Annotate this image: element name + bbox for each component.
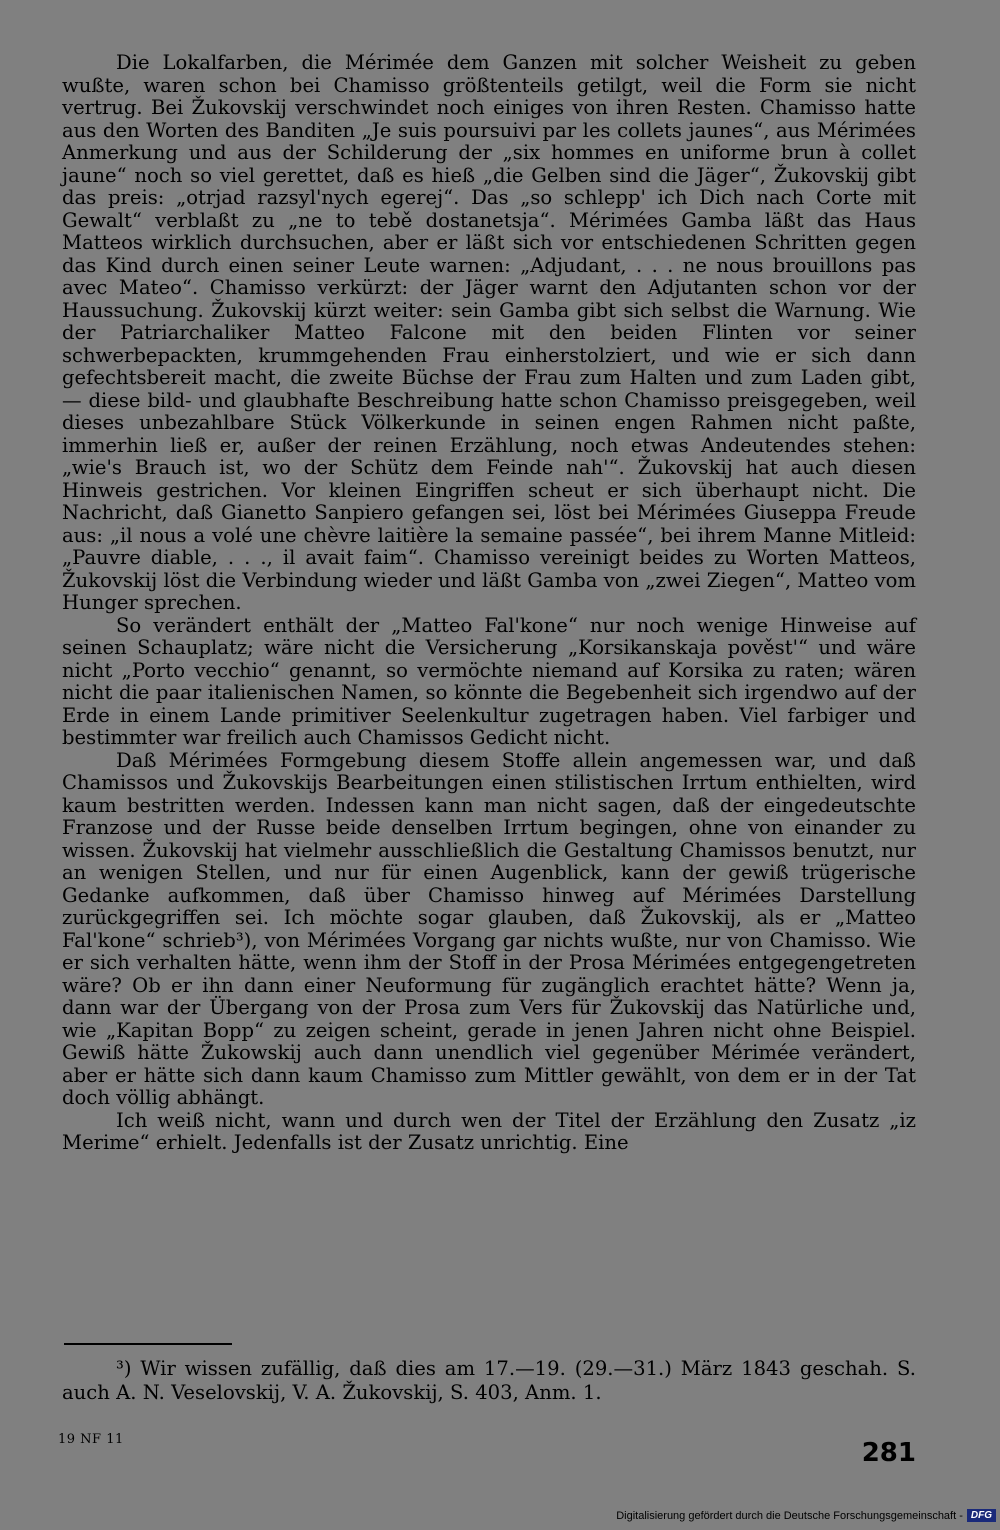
- footnote-rule: [64, 1343, 232, 1345]
- paragraph: Ich weiß nicht, wann und durch wen der Titel der Erzählung den Zusatz „iz Merime“ erhielt. Jedenfalls ist der Zusatz unrichtig. Eine: [62, 1108, 916, 1154]
- page-number: 281: [861, 1438, 916, 1468]
- body-text: [62, 52, 916, 1155]
- paragraph: Daß Mérimées Formgebung diesem Stoffe allein angemessen war, und daß Chamissos und Žukovskijs Bearbeitungen einen stilistischen Irrtum enthielten, wird kaum bestritten werden. Indessen kann man nicht sagen, daß der eingedeutschte Franzose und der Russe beide denselben Irrtum begingen, ohne von einander zu wissen. Žukovskij hat vielmehr ausschließlich die Gestaltung Chamissos benutzt, nur an wenigen Stellen, und nur für einen Augenblick, kann der gewiß trügerische Gedanke aufkommen, daß über Chamisso hinweg auf Mérimées Darstellung zurückgegriffen sei. Ich möchte sogar glauben, daß Žukovskij, als er „Matteo Fal'kone“ schrieb³), von Mérimées Vorgang gar nichts wußte, nur von Chamisso. Wie er sich verhalten hätte, wenn ihm der Stoff in der Prosa Mérimées entgegengetreten wäre? Ob er ihn dann einer Neuformung für zugänglich erachtet hätte? Wenn ja, dann war der Übergang von der Prosa zum Vers für Žukovskij das Natürliche und, wie „Kapitan Bopp“ zu zeigen scheint, gerade in jenen Jahren nicht ohne Beispiel. Gewiß hätte Žukowskij auch dann unendlich viel gegenüber Mérimée verändert, aber er hätte sich dann kaum Chamisso zum Mittler gewählt, von dem er in der Tat doch völlig abhängt.: [62, 748, 916, 1109]
- footnote: ³) Wir wissen zufällig, daß dies am 17.—19. (29.—31.) März 1843 geschah. S. auch A. N. Veselovskij, V. A. Žukovskij, S. 403, Anm. 1.: [62, 1357, 916, 1404]
- paragraph: Die Lokalfarben, die Mérimée dem Ganzen mit solcher Weisheit zu geben wußte, waren schon bei Chamisso größtenteils getilgt, weil die Form sie nicht vertrug. Bei Žukovskij verschwindet noch einiges von ihren Resten. Chamisso hatte aus den Worten des Banditen „Je suis poursuivi par les collets jaunes“, aus Mérimées Anmerkung und aus der Schilderung der „six hommes en uniforme brun à collet jaune“ noch so viel gerettet, daß es hieß „die Gelben sind die Jäger“, Žukovskij gibt das preis: „otrjad razsyl'nych egerej“. Das „so schlepp' ich Dich nach Corte mit Gewalt“ verblaßt zu „ne to tebě dostanetsja“. Mérimées Gamba läßt das Haus Matteos wirklich durchsuchen, aber er läßt sich vor entschiedenen Schritten gegen das Kind durch einen seiner Leute warnen: „Adjudant, . . . ne nous brouillons pas avec Mateo“. Chamisso verkürzt: der Jäger warnt den Adjutanten schon vor der Haussuchung. Žukovskij kürzt weiter: sein Gamba gibt sich selbst die Warnung. Wie der Patriarchaliker Matteo Falcone mit den beiden Flinten vor seiner schwerbepackten, krummgehenden Frau einherstolziert, und wie er sich dann gefechtsbereit macht, die zweite Büchse der Frau zum Halten und zum Laden gibt, — diese bild- und glaubhafte Beschreibung hatte schon Chamisso preisgegeben, weil dieses unbezahlbare Stück Völkerkunde in seinen engen Rahmen nicht paßte, immerhin ließ er, außer der reinen Erzählung, noch etwas Andeutendes stehen: „wie's Brauch ist, wo der Schütz dem Feinde nah'“. Žukovskij hat auch diesen Hinweis gestrichen. Vor kleinen Eingriffen scheut er sich überhaupt nicht. Die Nachricht, daß Gianetto Sanpiero gefangen sei, löst bei Mérimées Giuseppa Freude aus: „il nous a volé une chèvre laitière la semaine passée“, bei ihrem Manne Mitleid: „Pauvre diable, . . ., il avait faim“. Chamisso vereinigt beides zu Worten Matteos, Žukovskij löst die Verbindung wieder und läßt Gamba von „zwei Ziegen“, Matteo vom Hunger sprechen.: [62, 51, 916, 614]
- signature-mark: 19 NF 11: [58, 1432, 124, 1447]
- funding-banner-text: Digitalisierung gefördert durch die Deutsche Forschungsgemeinschaft -: [616, 1509, 963, 1522]
- dfg-logo: DFG: [967, 1509, 996, 1522]
- paragraph: So verändert enthält der „Matteo Fal'kone“ nur noch wenige Hinweise auf seinen Schauplatz; wäre nicht die Versicherung „Korsikanskaja pověst'“ und wäre nicht „Porto vecchio“ genannt, so vermöchte niemand auf Korsika zu raten; wären nicht die paar italienischen Namen, so könnte die Begebenheit sich irgendwo auf der Erde in einem Lande primitiver Seelenkultur zugetragen haben. Viel farbiger und bestimmter war freilich auch Chamissos Gedicht nicht.: [62, 613, 916, 749]
- funding-banner: [616, 1509, 996, 1522]
